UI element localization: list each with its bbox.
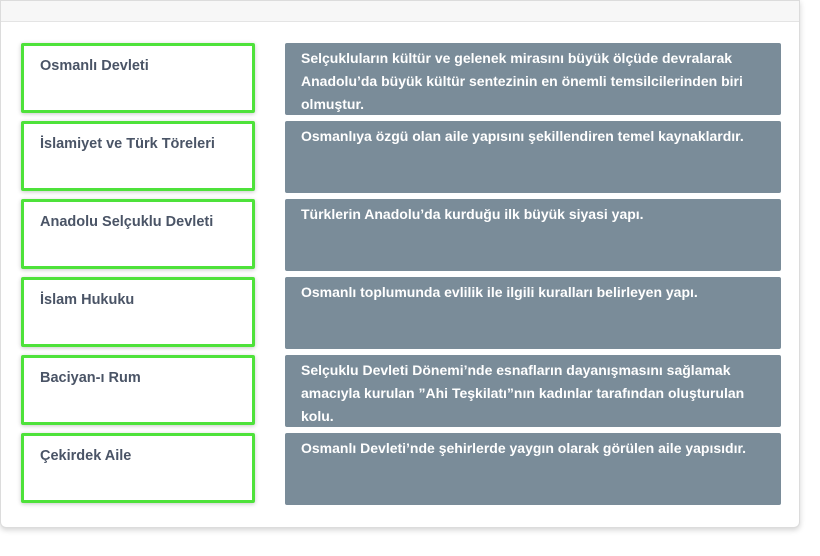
term-card-baciyan-i-rum[interactable]: Baciyan-ı Rum [21,355,255,425]
description-box: Türklerin Anadolu’da kurduğu ilk büyük siyasi yapı. [285,199,781,271]
matching-row [21,355,783,433]
term-card-islam-hukuku[interactable]: İslam Hukuku [21,277,255,347]
matching-row [21,277,783,355]
top-bar [1,1,799,22]
matching-row [21,121,783,199]
description-box: Selçukluların kültür ve gelenek mirasını büyük ölçüde devralarak Anadolu’da büyük kültür sentezinin en önemli temsilcilerinden biri olmuştur. [285,43,781,115]
description-box: Selçuklu Devleti Dönemi’nde esnafların dayanışmasını sağlamak amacıyla kurulan ”Ahi Teşkilatı”nın kadınlar tarafından oluşturulan kolu. [285,355,781,427]
description-box: Osmanlıya özgü olan aile yapısını şekillendiren temel kaynaklardır. [285,121,781,193]
term-card-islamiyet-ve-turk-toreleri[interactable]: İslamiyet ve Türk Töreleri [21,121,255,191]
description-box: Osmanlı Devleti’nde şehirlerde yaygın olarak görülen aile yapısıdır. [285,433,781,505]
term-card-osmanli-devleti[interactable]: Osmanlı Devleti [21,43,255,113]
term-card-anadolu-selcuklu-devleti[interactable]: Anadolu Selçuklu Devleti [21,199,255,269]
matching-rows [21,43,783,511]
matching-row [21,43,783,121]
matching-row [21,199,783,277]
description-box: Osmanlı toplumunda evlilik ile ilgili kuralları belirleyen yapı. [285,277,781,349]
term-card-cekirdek-aile[interactable]: Çekirdek Aile [21,433,255,503]
matching-row [21,433,783,511]
